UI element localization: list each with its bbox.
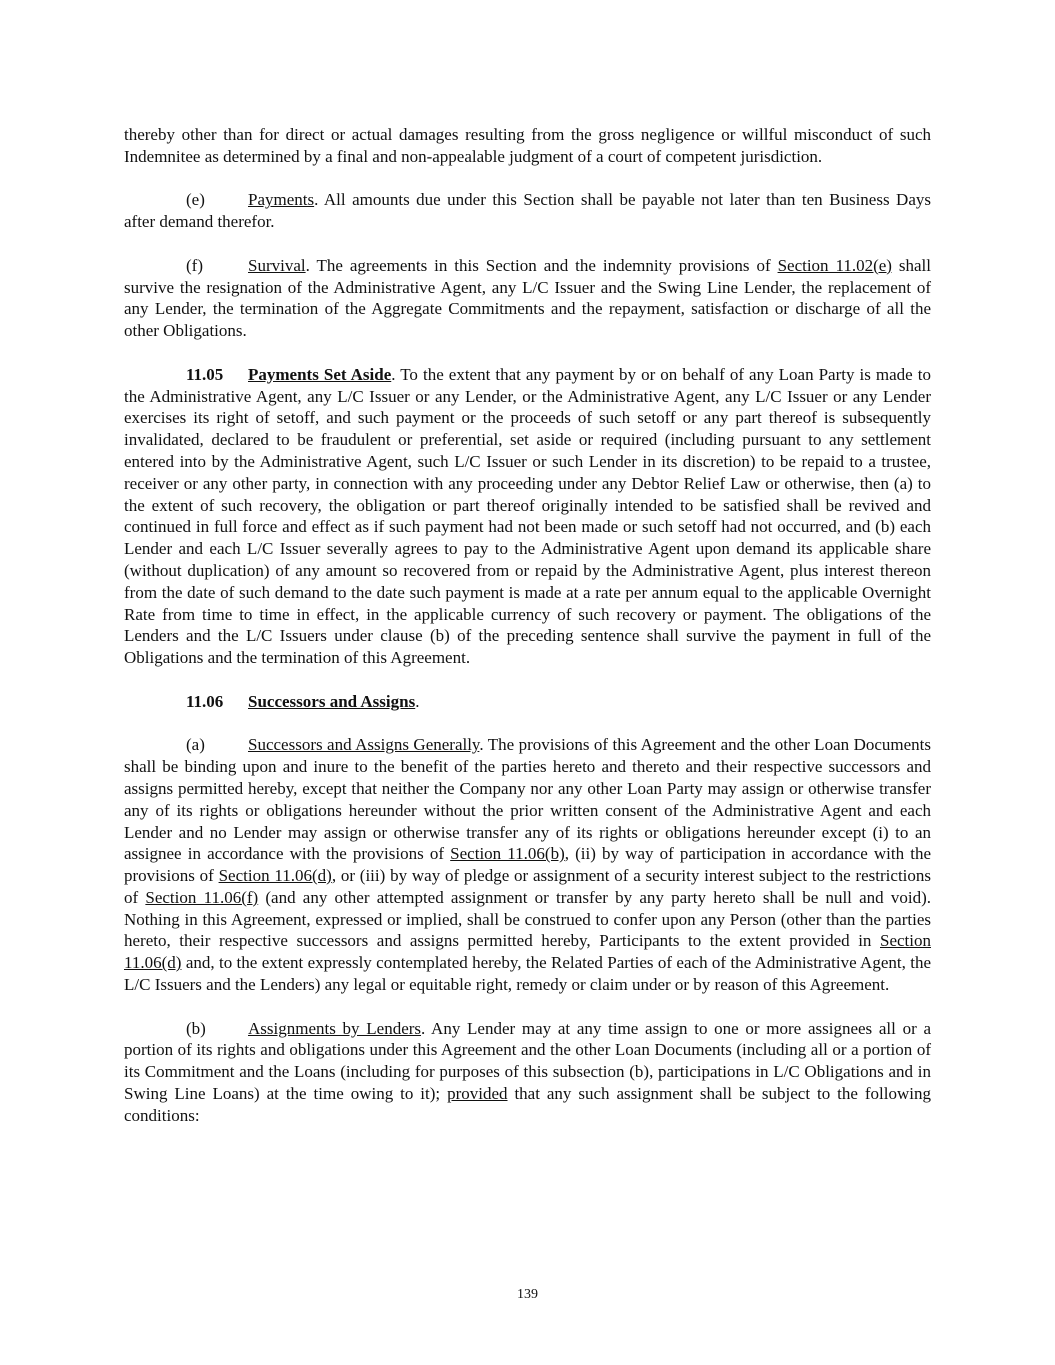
section-heading: Successors and Assigns [248, 691, 416, 711]
paragraph-text: . Any Lender may at any time assign to one or more assignees all or a portion of its rights and obligations under this Agreement and the other Loan Documents (including all or a portion of its Commitment and the Loans (including for purposes of this subsection (b), participations in L/C Obligations and in Swing Line Loans) at the time owing to it); [124, 1018, 931, 1104]
paragraph-e-payments [124, 189, 931, 233]
section-reference: Section 11.06(d) [218, 866, 332, 886]
section-reference: Section 11.06(f) [145, 887, 259, 907]
provided-term: provided [447, 1084, 508, 1104]
paragraph-text: , (ii) by way of participation in accordance with the provisions of [124, 844, 931, 886]
section-number: 11.05 [186, 364, 224, 384]
section-reference: Section 11.06(b) [450, 844, 565, 864]
section-11-06-heading [124, 691, 931, 713]
paragraph-text: . To the extent that any payment by or on behalf of any Loan Party is made to the Administrative Agent, any L/C Issuer or any Lender, or the Administrative Agent, any L/C Issuer or any Lender exercises its right of setoff, and such payment or the proceeds of such setoff or any part thereof is subsequently invalidated, declared to be fraudulent or preferential, set aside or required (including pursuant to any settlement entered into by the Administrative Agent, such L/C Issuer or such Lender in its discretion) to be repaid to a trustee, receiver or any other party, in connection with any proceeding under any Debtor Relief Law or otherwise, then (a) to the extent of such recovery, the obligation or part thereof originally intended to be satisfied shall be revived and continued in full force and effect as if such payment had not been made or such setoff had not occurred, and (b) each Lender and each L/C Issuer severally agrees to pay to the Administrative Agent upon demand its applicable share (without duplication) of any amount so recovered from or repaid by the Administrative Agent, plus interest thereon from the date of such demand to the date such payment is made at a rate per annum equal to the applicable Overnight Rate from time to time in effect, in the applicable currency of such recovery or payment. The obligations of the Lenders and the L/C Issuers under clause (b) of the preceding sentence shall survive the payment in full of the Obligations and the termination of this Agreement. [124, 364, 931, 668]
paragraph-text: , or (iii) by way of pledge or assignment of a security interest subject to the restrictions of [124, 866, 932, 907]
paragraph-text: . All amounts due under this Section shall be payable not later than ten Business Days after demand therefor. [124, 190, 931, 232]
section-reference: Section 11.06(d) [124, 931, 931, 973]
document-body [124, 124, 931, 1148]
paragraph-text: thereby other than for direct or actual damages resulting from the gross negligence or willful misconduct of such Indemnitee as determined by a final and non-appealable judgment of a court of competent jurisdiction. [124, 125, 931, 166]
clause-heading: Survival [248, 255, 306, 275]
paragraph-a-successors-and-assigns-generally [124, 734, 931, 996]
clause-marker: (b) [186, 1018, 206, 1038]
clause-marker: (a) [186, 735, 205, 755]
heading-punctuation: . [415, 691, 420, 711]
section-reference: Section 11.02(e) [777, 255, 892, 275]
clause-heading: Payments [248, 190, 315, 210]
paragraph-text: and, to the extent expressly contemplated hereby, the Related Parties of each of the Administrative Agent, the L/C Issuers and the Lenders) any legal or equitable right, remedy or claim under or by reason of this Agreement. [124, 953, 931, 995]
paragraph-text: shall survive the resignation of the Administrative Agent, any L/C Issuer and the Swing Line Lender, the replacement of any Lender, the termination of the Aggregate Commitments and the repayment, satisfaction or discharge of all the other Obligations. [124, 255, 931, 341]
clause-heading: Successors and Assigns Generally [248, 735, 480, 755]
paragraph-text: . The agreements in this Section and the indemnity provisions of [305, 255, 778, 275]
clause-heading: Assignments by Lenders [248, 1018, 422, 1038]
page-number: 139 [517, 1287, 538, 1302]
clause-marker: (f) [186, 255, 203, 275]
clause-marker: (e) [186, 190, 205, 210]
section-11-05-payments-set-aside [124, 364, 931, 669]
paragraph-text: . The provisions of this Agreement and the other Loan Documents shall be binding upon and inure to the benefit of the parties hereto and thereto and their respective successors and assigns permitted hereby, except that neither the Company nor any other Loan Party may assign or otherwise transfer any of its rights or obligations hereunder without the prior written consent of the Administrative Agent and each Lender and no Lender may assign or otherwise transfer any of its rights or obligations hereunder except (i) to an assignee in accordance with the provisions of [124, 735, 931, 864]
paragraph-text: (and any other attempted assignment or transfer by any party hereto shall be null and void). Nothing in this Agreement, expressed or implied, shall be construed to confer upon any Person (other than the parties hereto, their respective successors and assigns permitted hereby, Participants to the extent provided in [124, 887, 931, 951]
paragraph-b-assignments-by-lenders [124, 1018, 931, 1127]
paragraph-f-survival [124, 255, 931, 342]
section-heading: Payments Set Aside [248, 364, 392, 384]
paragraph-indemnitee-continuation [124, 124, 931, 168]
paragraph-text: that any such assignment shall be subject to the following conditions: [124, 1084, 931, 1125]
section-number: 11.06 [186, 691, 224, 711]
